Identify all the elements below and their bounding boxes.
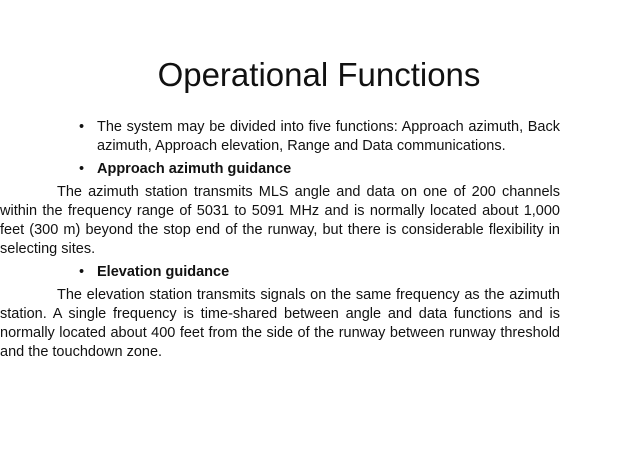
bullet-item-approach-azimuth [77,160,560,179]
bullet-icon: • [79,264,85,281]
slide-title: Operational Functions [157,56,481,93]
bullet-text: The system may be divided into five functions: Approach azimuth, Back azimuth, Approach elevation, Range and Data communications. [97,119,560,155]
section-heading: Approach azimuth guidance [97,161,292,178]
slide-content [0,118,560,362]
section-heading: Elevation guidance [97,264,230,281]
section-paragraph: The azimuth station transmits MLS angle and data on one of 200 channels within the frequency range of 5031 to 5091 MHz and is normally located about 1,000 feet (300 m) beyond the stop end of the runway, but there is considerable flexibility in selecting sites. [0,183,560,258]
bullet-item-functions [77,118,560,156]
bullet-icon: • [79,161,85,178]
bullet-icon: • [79,119,85,135]
bullet-item-elevation [77,263,560,282]
section-paragraph: The elevation station transmits signals on the same frequency as the azimuth station. A single frequency is time-shared between angle and data functions and is normally located about 400 feet from the side of the runway between runway threshold and the touchdown zone. [0,286,560,361]
